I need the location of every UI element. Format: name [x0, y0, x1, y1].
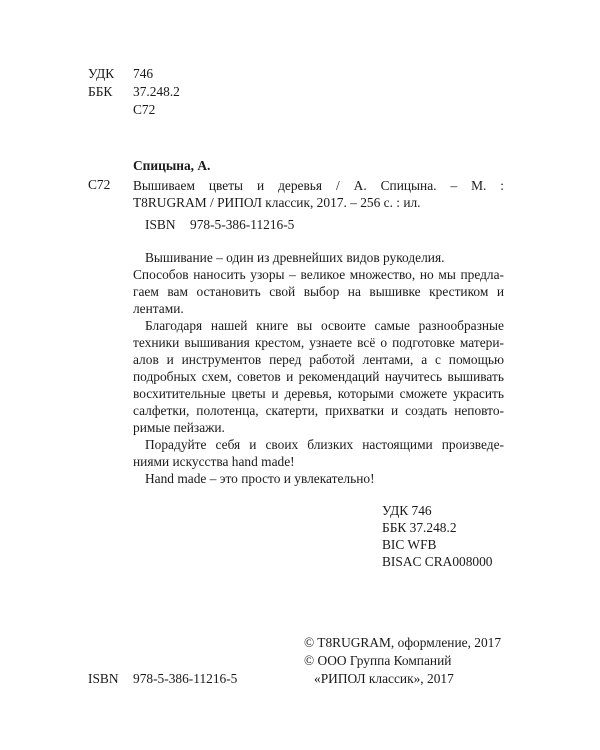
title-block	[133, 177, 504, 211]
isbn-value: 978-5-386-11216-5	[190, 217, 295, 232]
udk-label: УДК	[88, 66, 115, 81]
paragraph-line: подробных схем, советов и рекомендаций научитесь вышивать	[133, 369, 504, 384]
classification-bic: BIC WFB	[382, 537, 437, 552]
annotation-paragraph-1	[133, 249, 504, 317]
copyright-line: © T8RUGRAM, оформление, 2017	[304, 635, 502, 650]
footer-isbn-label: ISBN	[88, 671, 119, 686]
classification-udk: УДК 746	[382, 503, 432, 518]
paragraph-line: римые пейзажи.	[133, 420, 225, 435]
paragraph-line: салфетки, полотенца, скатерти, прихватки и создать неповто-	[133, 403, 504, 418]
title-line: Вышиваем цветы и деревья / А. Спицына. – М. :	[133, 178, 504, 193]
paragraph-line: лентами.	[133, 301, 184, 316]
annotation-paragraph-4	[133, 470, 504, 487]
author-code: С72	[88, 177, 111, 192]
title-line: T8RUGRAM / РИПОЛ классик, 2017. – 256 с. : ил.	[133, 195, 421, 210]
footer-isbn-value: 978-5-386-11216-5	[133, 671, 238, 686]
classification-bisac: BISAC CRA008000	[382, 554, 493, 569]
paragraph-line: Способов наносить узоры – великое множество, но мы предла-	[133, 267, 504, 282]
paragraph-line: Благодаря нашей книге вы освоите самые разнообразные	[145, 318, 504, 333]
paragraph-line: алов и инструментов перед работой лентами, а с помощью	[133, 352, 504, 367]
classification-bbk: ББК 37.248.2	[382, 520, 457, 535]
copyright-line: © ООО Группа Компаний	[304, 653, 452, 668]
copyright-line: «РИПОЛ классик», 2017	[314, 671, 454, 686]
paragraph-line: гаем вам остановить свой выбор на вышивке крестиком и	[133, 284, 504, 299]
annotation-paragraph-2	[133, 317, 504, 436]
paragraph-line: восхитительные цветы и деревья, которыми сможете украсить	[133, 386, 504, 401]
paragraph-line: техники вышивания крестом, узнаете всё о подготовке матери-	[133, 335, 504, 350]
paragraph-line: Порадуйте себя и своих близких настоящими произведе-	[145, 437, 504, 452]
annotation-paragraph-3	[133, 436, 504, 470]
paragraph-line: Hand made – это просто и увлекательно!	[145, 471, 375, 486]
author-mark: С72	[133, 102, 156, 117]
author-name: Спицына, А.	[133, 158, 211, 173]
paragraph-line: ниями искусства hand made!	[133, 454, 295, 469]
paragraph-line: Вышивание – один из древнейших видов рукоделия.	[145, 250, 445, 265]
bbk-value: 37.248.2	[133, 84, 180, 99]
bbk-label: ББК	[88, 84, 113, 99]
udk-value: 746	[133, 66, 154, 81]
isbn-label: ISBN	[145, 217, 176, 232]
classification-block	[382, 502, 522, 570]
